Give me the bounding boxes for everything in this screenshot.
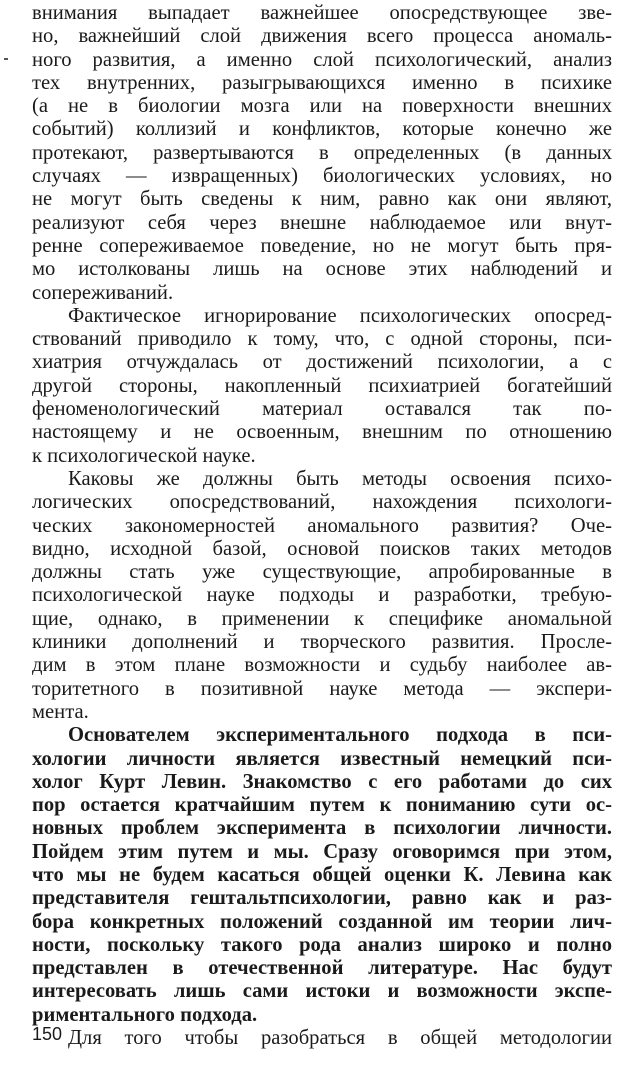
text-line: не могут быть сведены к ним, равно как они являют,: [32, 188, 612, 211]
text-line: хиатрия отчуждалась от достижений психологии, а с: [32, 351, 612, 374]
text-line: феноменологический материал оставался так по-: [32, 398, 612, 421]
text-line: Для того чтобы разобраться в общей методологии: [68, 1027, 612, 1050]
page-number: 150: [32, 1024, 63, 1044]
page-body: [32, 2, 612, 1050]
text-line: мо истолкованы лишь на основе этих наблюдений и: [32, 258, 612, 281]
text-line: щие, однако, в применении к специфике аномальной: [32, 607, 612, 630]
text-line: мента.: [32, 700, 89, 723]
text-line: внимания выпадает важнейшее опосредствующее зве-: [32, 2, 612, 24]
text-line: видно, исходной базой, основой поисков таких методов: [32, 537, 612, 560]
paragraph-4: [32, 724, 612, 1027]
text-line: должны стать уже существующие, апробированные в: [32, 561, 612, 584]
paragraph-5: [32, 1027, 612, 1050]
paragraph-3: [32, 468, 612, 724]
text-line: Каковы же должны быть методы освоения психо-: [68, 467, 612, 490]
text-line: дим в этом плане возможности и судьбу наиболее ав-: [32, 654, 612, 677]
text-line: событий) коллизий и конфликтов, которые конечно же: [32, 118, 612, 141]
margin-mark: [4, 58, 8, 60]
text-line: интересовать лишь сами истоки и возможности экспе-: [32, 980, 612, 1003]
text-line: что мы не будем касаться общей оценки К. Левина как: [32, 863, 612, 886]
text-line: (а не в биологии мозга или на поверхности внешних: [32, 95, 612, 118]
text-line: к психологической науке.: [32, 444, 256, 467]
text-line: риментального подхода.: [32, 1003, 258, 1026]
text-line: психологической науке подходы и разработки, требую-: [32, 584, 612, 607]
paragraph-2: [32, 305, 612, 468]
text-line: торитетного в позитивной науке метода — экспери-: [32, 677, 612, 700]
text-line: настоящему и не освоенным, внешним по отношению: [32, 421, 612, 444]
text-line: но, важнейший слой движения всего процесса аномаль-: [32, 25, 612, 48]
text-line: хологии личности является известный немецкий пси-: [32, 747, 612, 770]
text-line: Пойдем этим путем и мы. Сразу оговоримся при этом,: [32, 840, 612, 863]
text-line: тех внутренних, разыгрывающихся именно в психике: [32, 71, 612, 94]
text-line: представлен в отечественной литературе. Нас будут: [32, 957, 612, 980]
text-line: протекают, развертываются в определенных (в данных: [32, 141, 612, 164]
text-line: Фактическое игнорирование психологических опосред-: [68, 304, 612, 327]
text-line: логических опосредствований, нахождения психологи-: [32, 491, 612, 514]
text-line: представителя гештальтпсихологии, равно как и раз-: [32, 887, 612, 910]
text-line: ствований приводило к тому, что, с одной стороны, пси-: [32, 328, 612, 351]
text-line: ческих закономерностей аномального развития? Оче-: [32, 514, 612, 537]
text-line: ного развития, а именно слой психологический, анализ: [32, 48, 612, 71]
text-line: новных проблем эксперимента в психологии личности.: [32, 817, 612, 840]
paragraph-1: [32, 2, 612, 305]
text-line: холог Курт Левин. Знакомство с его работами до сих: [32, 770, 612, 793]
text-line: другой стороны, накопленный психиатрией богатейший: [32, 374, 612, 397]
text-line: сопереживаний.: [32, 281, 174, 304]
text-line: клиники дополнений и творческого развития. Просле-: [32, 631, 612, 654]
text-line: бора конкретных положений созданной им теории лич-: [32, 910, 612, 933]
text-line: случаях — извращенных) биологических условиях, но: [32, 165, 612, 188]
text-line: пор остается кратчайшим путем к пониманию сути ос-: [32, 794, 612, 817]
text-line: ности, поскольку такого рода анализ широко и полно: [32, 933, 612, 956]
text-line: реализуют себя через внешне наблюдаемое или внут-: [32, 211, 612, 234]
text-line: Основателем экспериментального подхода в пси-: [68, 724, 612, 747]
text-line: ренне сопереживаемое поведение, но не могут быть пря-: [32, 234, 612, 257]
